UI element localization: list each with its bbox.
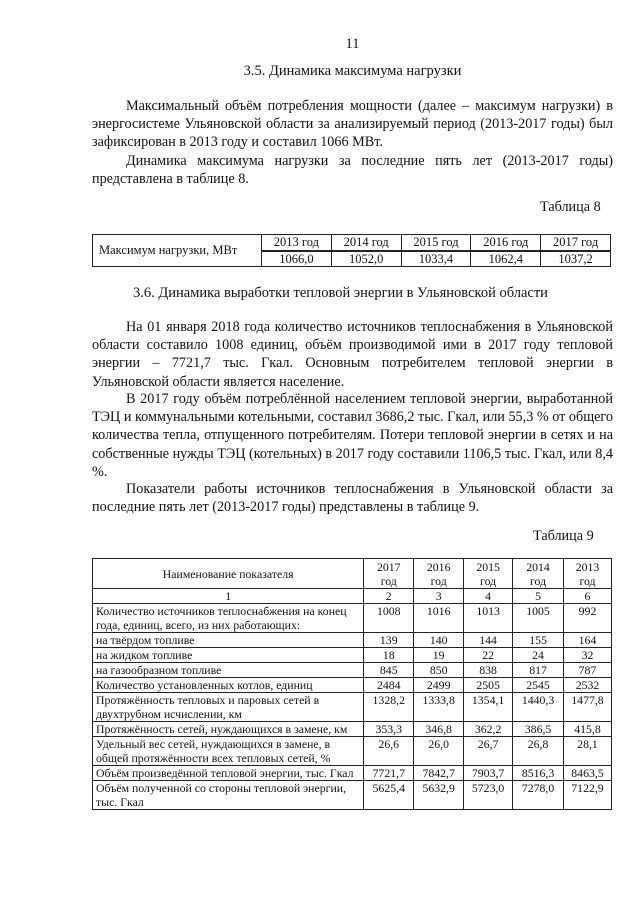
table9-cell: 26,6 <box>364 737 414 766</box>
table8-value: 1033,4 <box>401 251 471 267</box>
table9-cell: 5723,0 <box>464 781 513 810</box>
table9-row-name: Количество установленных котлов, единиц <box>93 678 364 693</box>
table8-year: 2013 год <box>262 235 332 252</box>
table9-row <box>93 604 612 633</box>
table9-cell: 8463,5 <box>564 766 612 781</box>
table9-row-name: Удельный вес сетей, нуждающихся в замене, в общей протяжённости всех тепловых сетей, % <box>93 737 364 766</box>
table9-cell: 1333,8 <box>414 693 464 722</box>
table9-col-number: 6 <box>564 589 612 604</box>
table9-cell: 24 <box>513 648 564 663</box>
table8-row-label: Максимум нагрузки, МВт <box>93 235 262 267</box>
table9-row-name: на твёрдом топливе <box>93 633 364 648</box>
table9-cell: 845 <box>364 663 414 678</box>
section-36-para1: На 01 января 2018 года количество источников теплоснабжения в Ульяновской области составило 1008 единиц, объём производимой ими в 2017 году тепловой энергии – 7721,7 тыс. Гкал. Основным потребителем тепловой энергии в Ульяновской области является население. <box>92 319 613 390</box>
table9-year-header: 2015 год <box>464 559 513 589</box>
table9-cell: 1440,3 <box>513 693 564 722</box>
table9-row <box>93 678 612 693</box>
table9-row <box>93 722 612 737</box>
table8-caption: Таблица 8 <box>540 199 601 215</box>
section-36-heading: 3.6. Динамика выработки тепловой энергии в Ульяновской области <box>133 285 548 301</box>
table9-cell: 2484 <box>364 678 414 693</box>
table9-cell: 1477,8 <box>564 693 612 722</box>
section-35-heading: 3.5. Динамика максимума нагрузки <box>243 63 462 79</box>
table9-row-name: Объём полученной со стороны тепловой энергии, тыс. Гкал <box>93 781 364 810</box>
table9-row <box>93 693 612 722</box>
table9-cell: 18 <box>364 648 414 663</box>
table9-row-name: Количество источников теплоснабжения на конец года, единиц, всего, из них работающих: <box>93 604 364 633</box>
table9-cell: 8516,3 <box>513 766 564 781</box>
table9-cell: 353,3 <box>364 722 414 737</box>
table9-cell: 7721,7 <box>364 766 414 781</box>
table8-year: 2016 год <box>471 235 541 252</box>
section-35-para1: Максимальный объём потребления мощности (далее – максимум нагрузки) в энергосистеме Ульяновской области за анализируемый период (2013-2017 годы) был зафиксирован в 2013 году и составил 1066 МВт. <box>92 98 613 151</box>
table9-cell: 28,1 <box>564 737 612 766</box>
table9-cell: 144 <box>464 633 513 648</box>
table9-row <box>93 737 612 766</box>
table9-row-name: Объём произведённой тепловой энергии, тыс. Гкал <box>93 766 364 781</box>
table9-cell: 5625,4 <box>364 781 414 810</box>
section-36-para2: В 2017 году объём потреблённой населением тепловой энергии, выработанной ТЭЦ и коммунальными котельными, составил 3686,2 тыс. Гкал, или 55,3 % от общего количества тепла, отпущенного потребителям. Потери тепловой энергии в сетях и на собственные нужды ТЭЦ (котельных) в 2017 году составили 1106,5 тыс. Гкал, или 8,4 %. <box>92 391 613 480</box>
table9-row-name: на газообразном топливе <box>93 663 364 678</box>
table9-cell: 26,7 <box>464 737 513 766</box>
page-number: 11 <box>345 36 360 52</box>
table9-year-header: 2016 год <box>414 559 464 589</box>
table9-cell: 7278,0 <box>513 781 564 810</box>
table9-col-number: 3 <box>414 589 464 604</box>
table9-cell: 32 <box>564 648 612 663</box>
table9-cell: 7122,9 <box>564 781 612 810</box>
table9-cell: 1354,1 <box>464 693 513 722</box>
table9-year-header: 2017 год <box>364 559 414 589</box>
table9-col-number: 5 <box>513 589 564 604</box>
table9-cell: 838 <box>464 663 513 678</box>
table9-cell: 415,8 <box>564 722 612 737</box>
table8-value: 1052,0 <box>331 251 401 267</box>
table8-value: 1066,0 <box>262 251 332 267</box>
table9-cell: 817 <box>513 663 564 678</box>
table9-cell: 1008 <box>364 604 414 633</box>
table9-row <box>93 648 612 663</box>
table8 <box>92 234 611 267</box>
table9 <box>92 558 612 810</box>
table9-cell: 1005 <box>513 604 564 633</box>
table9-caption: Таблица 9 <box>533 528 594 544</box>
table9-cell: 386,5 <box>513 722 564 737</box>
table9-year-header: 2014 год <box>513 559 564 589</box>
table9-cell: 1016 <box>414 604 464 633</box>
table9-cell: 26,0 <box>414 737 464 766</box>
table9-cell: 2545 <box>513 678 564 693</box>
table9-row-name: Протяжённость тепловых и паровых сетей в двухтрубном исчислении, км <box>93 693 364 722</box>
table9-year-header: 2013 год <box>564 559 612 589</box>
table9-cell: 362,2 <box>464 722 513 737</box>
table9-row-name: Протяжённость сетей, нуждающихся в замене, км <box>93 722 364 737</box>
section-35-para2: Динамика максимума нагрузки за последние пять лет (2013-2017 годы) представлена в таблице 8. <box>92 153 613 188</box>
table9-cell: 26,8 <box>513 737 564 766</box>
table9-cell: 1328,2 <box>364 693 414 722</box>
table8-year: 2014 год <box>331 235 401 252</box>
table9-row <box>93 766 612 781</box>
table9-col-number: 4 <box>464 589 513 604</box>
table9-col-number: 1 <box>93 589 364 604</box>
table9-row <box>93 663 612 678</box>
table8-value: 1037,2 <box>541 251 611 267</box>
table9-cell: 7903,7 <box>464 766 513 781</box>
table9-row-name: на жидком топливе <box>93 648 364 663</box>
table9-cell: 992 <box>564 604 612 633</box>
table9-col-number: 2 <box>364 589 414 604</box>
table9-cell: 7842,7 <box>414 766 464 781</box>
table9-cell: 2499 <box>414 678 464 693</box>
table9-cell: 850 <box>414 663 464 678</box>
table9-cell: 155 <box>513 633 564 648</box>
table9-cell: 1013 <box>464 604 513 633</box>
table9-row <box>93 633 612 648</box>
table9-cell: 5632,9 <box>414 781 464 810</box>
table8-year: 2015 год <box>401 235 471 252</box>
table9-row <box>93 781 612 810</box>
table9-header-name: Наименование показателя <box>93 559 364 589</box>
table9-cell: 2532 <box>564 678 612 693</box>
table9-cell: 19 <box>414 648 464 663</box>
table8-year: 2017 год <box>541 235 611 252</box>
table9-cell: 346,8 <box>414 722 464 737</box>
table9-cell: 2505 <box>464 678 513 693</box>
table9-cell: 140 <box>414 633 464 648</box>
table9-cell: 139 <box>364 633 414 648</box>
table9-cell: 22 <box>464 648 513 663</box>
table9-cell: 787 <box>564 663 612 678</box>
section-36-para3: Показатели работы источников теплоснабжения в Ульяновской области за последние пять лет (2013-2017 годы) представлены в таблице 9. <box>92 481 613 516</box>
table9-cell: 164 <box>564 633 612 648</box>
table8-value: 1062,4 <box>471 251 541 267</box>
